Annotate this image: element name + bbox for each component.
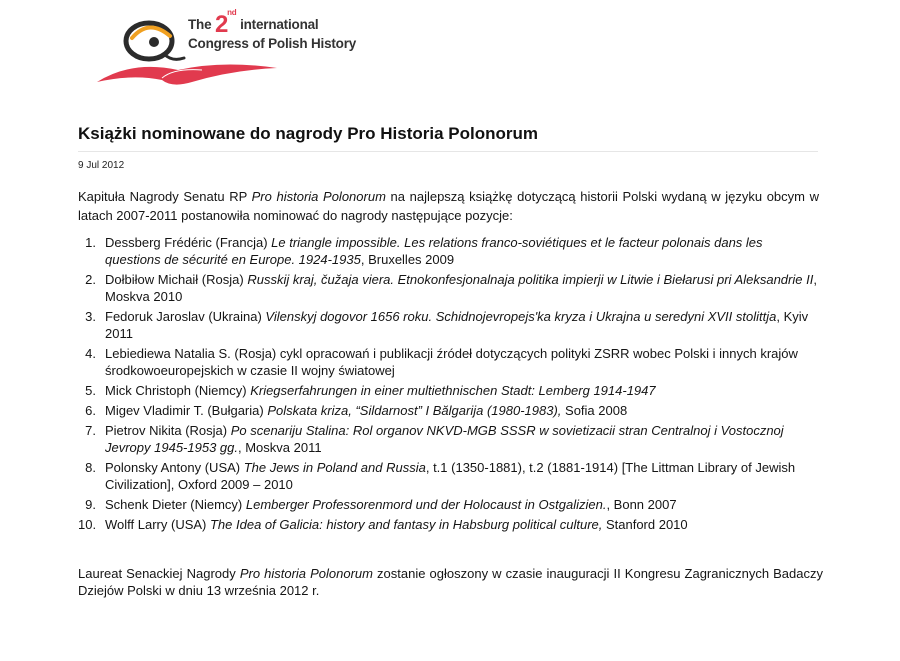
- title-divider: [78, 151, 818, 152]
- nominee-item: [78, 345, 820, 379]
- item-publication: , Moskva 2010: [105, 272, 817, 304]
- intro-paragraph: [78, 187, 819, 225]
- item-number: 4.: [85, 346, 96, 361]
- item-title: Polskata kriza, “Sildarnost” I Bălgarija (1980-1983),: [267, 403, 562, 418]
- item-author: Migev Vladimir T. (Bułgaria): [105, 403, 268, 418]
- item-author: Dołbiłow Michaił (Rosja): [105, 272, 248, 287]
- item-title: The Jews in Poland and Russia: [243, 460, 426, 475]
- nominee-item: [78, 234, 820, 268]
- item-number: 7.: [85, 423, 96, 438]
- item-author: Dessberg Frédéric (Francja): [105, 235, 272, 250]
- item-number: 6.: [85, 403, 96, 418]
- logo-text: [188, 8, 357, 52]
- item-publication: , Kyiv 2011: [105, 309, 809, 341]
- logo-superscript: nd: [227, 8, 237, 17]
- item-number: 8.: [85, 460, 96, 475]
- nominee-item: [78, 382, 820, 399]
- nominee-item: [78, 402, 820, 419]
- item-author: Mick Christoph (Niemcy): [105, 383, 251, 398]
- nominee-item: [78, 422, 820, 456]
- nominee-item: [78, 271, 820, 305]
- item-title: Kriegserfahrungen in einer multiethnischen Stadt: Lemberg 1914-1947: [250, 383, 656, 398]
- item-title: Vilenskyj dogovor 1656 roku. Schidnojevropejs'ka kryza i Ukrajna u seredyni XVII stolittja: [265, 309, 777, 324]
- logo-congress: Congress of Polish History: [188, 36, 357, 51]
- item-title: Le triangle impossible. Les relations franco-soviétiques et le facteur polonais dans les questions de sécurité en Europe. 1924-1935: [105, 235, 763, 267]
- closing-paragraph: [78, 565, 823, 599]
- item-author: Polonsky Antony (USA): [105, 460, 244, 475]
- item-publication: , Moskva 2011: [237, 440, 322, 455]
- item-title: Lemberger Professorenmord und der Holocaust in Ostgalizien.: [245, 497, 607, 512]
- nominee-item: [78, 516, 820, 533]
- nominee-item: [78, 496, 820, 513]
- item-author: Lebiediewa Natalia S. (Rosja) cykl opracowań i publikacji źródeł dotyczących polityki ZSRR wobec Polski i innych krajów środkowoeuropejskich w czasie II wojny światowej: [105, 346, 798, 378]
- item-author: Wolff Larry (USA): [105, 517, 210, 532]
- item-publication: Stanford 2010: [602, 517, 688, 532]
- item-author: Pietrov Nikita (Rosja): [105, 423, 231, 438]
- item-number: 2.: [85, 272, 96, 287]
- item-author: Schenk Dieter (Niemcy): [105, 497, 246, 512]
- nominee-list: [78, 234, 820, 536]
- closing-text-c: zostanie ogłoszony w czasie inauguracji II Kongresu Zagranicznych Badaczy Dziejów Polski w dniu 13 września 2012 r.: [78, 566, 823, 598]
- item-publication: , t.1 (1350-1881), t.2 (1881-1914) [The Littman Library of Jewish Civilization], Oxford 2009 – 2010: [105, 460, 796, 492]
- item-author: Fedoruk Jaroslav (Ukraina): [105, 309, 266, 324]
- item-publication: , Bruxelles 2009: [360, 252, 455, 267]
- article-date: 9 Jul 2012: [78, 160, 125, 171]
- logo-number: 2: [214, 11, 229, 38]
- nominee-item: [78, 308, 820, 342]
- item-title: Po scenariju Stalina: Rol organov NKVD-MGB SSSR w sovietizacii stran Centralnoj i Vostocznoj Jevropy 1945-1953 gg.: [105, 423, 784, 455]
- logo-the: The: [188, 17, 212, 32]
- item-publication: Sofia 2008: [561, 403, 628, 418]
- intro-award-name: Pro historia Polonorum: [251, 189, 386, 204]
- intro-text-c: na najlepszą książkę dotyczącą historii Polski wydaną w języku obcym w latach 2007-2011 postanowiła nominować do nagrody następujące pozycje:: [78, 189, 819, 223]
- item-number: 3.: [85, 309, 96, 324]
- intro-text-a: Kapituła Nagrody Senatu RP: [78, 189, 252, 204]
- item-title: Russkij kraj, čužaja viera. Etnokonfesjonalnaja politika impierji w Litwie i Biełarusi pri Aleksandrie II: [247, 272, 814, 287]
- closing-award-name: Pro historia Polonorum: [239, 566, 373, 581]
- congress-logo: [92, 8, 357, 94]
- item-number: 10.: [78, 517, 97, 532]
- item-number: 9.: [85, 497, 96, 512]
- item-title: The Idea of Galicia: history and fantasy in Habsburg political culture,: [209, 517, 603, 532]
- item-publication: , Bonn 2007: [606, 497, 677, 512]
- article-title: Książki nominowane do nagrody Pro Historia Polonorum: [78, 124, 538, 143]
- logo-international: international: [240, 17, 319, 32]
- closing-text-a: Laureat Senackiej Nagrody: [78, 566, 240, 581]
- item-number: 1.: [85, 235, 96, 250]
- nominee-item: [78, 459, 820, 493]
- item-number: 5.: [85, 383, 96, 398]
